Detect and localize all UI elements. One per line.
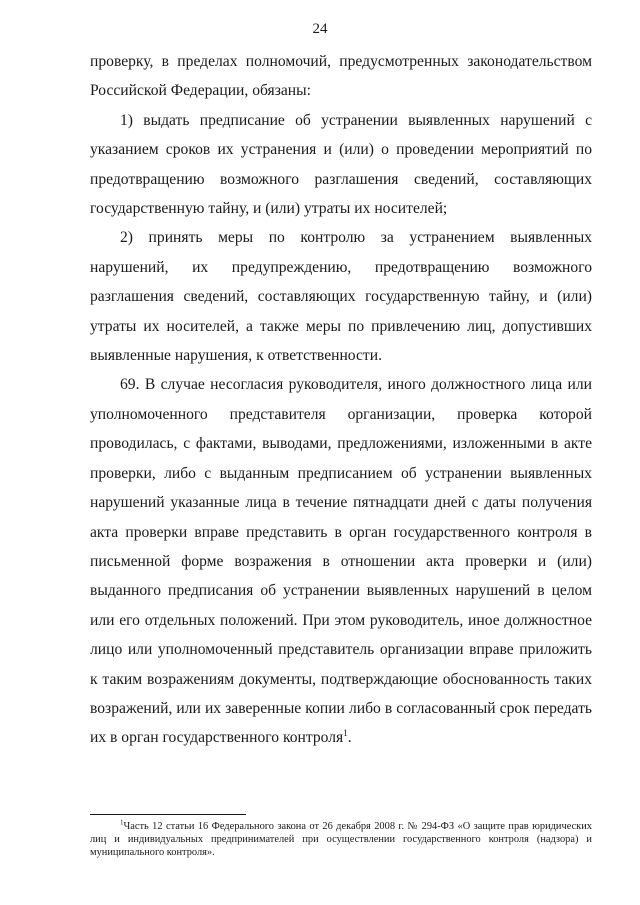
- page-number: 24: [312, 21, 328, 37]
- clause-69-text: 69. В случае несогласия руководителя, иного должностного лица или уполномоченного представителя организации, проверка которой проводилась, с фактами, выводами, предложениями, изложенными в акте проверки, либо с выданным предписанием об устранении выявленных нарушений указанные лица в течение пятнадцати дней с даты получения акта проверки вправе представить в орган государственного контроля в письменной форме возражения в отношении акта проверки и (или) выданного предписания об устранении выявленных нарушений в целом или его отдельных положений. При этом руководитель, иное должностное лицо или уполномоченный представитель организации вправе приложить к таким возражениям документы, подтверждающие обоснованность таких возражений, или их заверенные копии либо в согласованный срок передать их в орган государственного контроля: [90, 376, 592, 747]
- body-text: [90, 47, 592, 753]
- paragraph-continuation: проверку, в пределах полномочий, предусмотренных законодательством Российской Федерации, обязаны:: [90, 53, 592, 100]
- paragraph-item-2: 2) принять меры по контролю за устранением выявленных нарушений, их предупреждению, предотвращению возможного разглашения сведений, составляющих государственную тайну, и (или) утраты их носителей, а также меры по привлечению лиц, допустивших выявленные нарушения, к ответственности.: [90, 229, 592, 365]
- footnote-separator: [90, 814, 246, 815]
- footnote-text: Часть 12 статьи 16 Федерального закона от 26 декабря 2008 г. № 294-ФЗ «О защите прав юридических лиц и индивидуальных предпринимателей при осуществлении государственного контроля (надзора) и муниципального контроля».: [90, 821, 592, 858]
- paragraph-item-1: 1) выдать предписание об устранении выявленных нарушений с указанием сроков их устранения и (или) о проведении мероприятий по предотвращению возможного разглашения сведений, составляющих государственную тайну, и (или) утраты их носителей;: [90, 111, 592, 218]
- footnote: [90, 820, 592, 859]
- footnote-marker: 1: [120, 818, 124, 827]
- paragraph-clause-69: 69. В случае несогласия руководителя, иного должностного лица или уполномоченного представителя организации, проверка которой проводилась, с фактами, выводами, предложениями, изложенными в акте проверки, либо с выданным предписанием об устранении выявленных нарушений указанные лица в течение пятнадцати дней с даты получения акта проверки вправе представить в орган государственного контроля в письменной форме возражения в отношении акта проверки и (или) выданного предписания об устранении выявленных нарушений в целом или его отдельных положений. При этом руководитель, иное должностное лицо или уполномоченный представитель организации вправе приложить к таким возражениям документы, подтверждающие обоснованность таких возражений, или их заверенные копии либо в согласованный срок передать их в орган государственного контроля$^1$.: [90, 376, 592, 747]
- footnote-reference: 1: [343, 728, 348, 739]
